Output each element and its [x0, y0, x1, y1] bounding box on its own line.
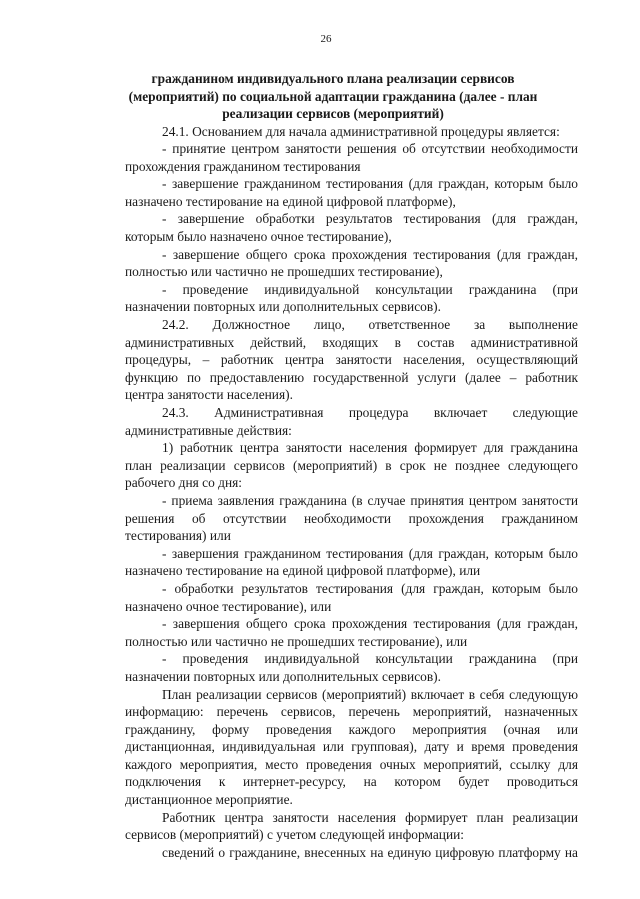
- text-line: Работник центра занятости населения формирует план реализации: [162, 809, 578, 825]
- paragraph: [88, 809, 578, 844]
- text-line: подключения к интернет-ресурсу, на котором будет проводиться: [125, 774, 578, 790]
- paragraph: [88, 615, 578, 650]
- text-line: административных действий, входящих в состав административной: [125, 334, 578, 350]
- text-line: 1) работник центра занятости населения формирует для гражданина: [162, 440, 578, 456]
- text-line: сервисов (мероприятий) с учетом следующей информации:: [125, 827, 465, 843]
- paragraph: [88, 844, 578, 862]
- text-line: назначении повторных или дополнительных сервисов).: [125, 668, 441, 684]
- heading-line: реализации сервисов (мероприятий): [222, 106, 444, 121]
- paragraph: [88, 545, 578, 580]
- text-line: - приема заявления гражданина (в случае принятия центром занятости: [162, 492, 578, 508]
- paragraph: [88, 123, 578, 141]
- text-line: которым было назначено очное тестирование),: [125, 229, 392, 245]
- text-line: - обработки результатов тестирования (для граждан, которым было: [162, 580, 578, 596]
- heading-line: (мероприятий) по социальной адаптации гражданина (далее - план: [128, 88, 538, 104]
- text-line: назначено тестирование на единой цифровой платформе),: [125, 193, 456, 209]
- text-line: решения об отсутствии необходимости прохождения гражданином: [125, 510, 578, 526]
- text-line: - завершения гражданином тестирования (для граждан, которым было: [162, 545, 578, 561]
- document-body: [88, 123, 578, 862]
- section-heading: [88, 70, 578, 123]
- text-line: 24.2. Должностное лицо, ответственное за выполнение: [162, 317, 578, 333]
- text-line: прохождения гражданином тестирования: [125, 158, 361, 174]
- text-line: - завершение гражданином тестирования (для граждан, которым было: [162, 176, 578, 192]
- text-line: План реализации сервисов (мероприятий) включает в себя следующую: [162, 686, 578, 702]
- paragraph: [88, 686, 578, 809]
- paragraph: [88, 175, 578, 210]
- paragraph: [88, 210, 578, 245]
- text-line: сведений о гражданине, внесенных на единую цифровую платформу на: [162, 844, 578, 860]
- text-line: 24.3. Административная процедура включает следующие: [162, 405, 578, 420]
- text-line: назначено тестирование на единой цифровой платформе), или: [125, 563, 481, 579]
- text-line: тестирования) или: [125, 528, 231, 544]
- page-number: 26: [320, 33, 332, 45]
- paragraph: [88, 404, 578, 439]
- paragraph: [88, 492, 578, 545]
- text-line: процедуры, – работник центра занятости населения, осуществляющий: [125, 352, 578, 368]
- text-line: информацию: перечень сервисов, перечень мероприятий, назначенных: [125, 704, 578, 720]
- text-line: - проведение индивидуальной консультации гражданина (при: [162, 281, 578, 297]
- text-line: каждого мероприятия, место проведения очных мероприятий, ссылку для: [125, 756, 578, 772]
- text-line: - принятие центром занятости решения об отсутствии необходимости: [162, 141, 578, 157]
- text-line: дистанционное мероприятие.: [125, 792, 293, 808]
- heading-line: гражданином индивидуального плана реализации сервисов: [151, 71, 515, 86]
- text-line: функцию по предоставлению государственной услуги (далее – работник: [125, 369, 578, 385]
- paragraph: [88, 140, 578, 175]
- text-line: полностью или частично не прошедших тестирование), или: [125, 633, 468, 649]
- text-line: - проведения индивидуальной консультации гражданина (при: [162, 651, 578, 667]
- text-line: полностью или частично не прошедших тестирование),: [125, 264, 443, 280]
- text-line: гражданину, форму проведения каждого мероприятия (очная или: [125, 721, 578, 737]
- paragraph: [88, 316, 578, 404]
- paragraph: [88, 281, 578, 316]
- text-line: назначении повторных или дополнительных сервисов).: [125, 299, 441, 315]
- text-line: назначено очное тестирование), или: [125, 598, 332, 614]
- paragraph: [88, 246, 578, 281]
- text-line: - завершения общего срока прохождения тестирования (для граждан,: [162, 616, 578, 632]
- text-line: административные действия:: [125, 422, 292, 438]
- text-line: центра занятости населения).: [125, 387, 293, 403]
- paragraph: [88, 439, 578, 492]
- text-line: 24.1. Основанием для начала административной процедуры является:: [162, 123, 560, 139]
- text-line: - завершение общего срока прохождения тестирования (для граждан,: [162, 246, 578, 262]
- text-line: план реализации сервисов (мероприятий) в срок не позднее следующего: [125, 457, 578, 473]
- paragraph: [88, 650, 578, 685]
- text-line: дистанционная, индивидуальная или групповая), дату и время проведения: [125, 739, 578, 755]
- paragraph: [88, 580, 578, 615]
- text-line: рабочего дня со дня:: [125, 475, 243, 491]
- text-line: - завершение обработки результатов тестирования (для граждан,: [162, 211, 578, 227]
